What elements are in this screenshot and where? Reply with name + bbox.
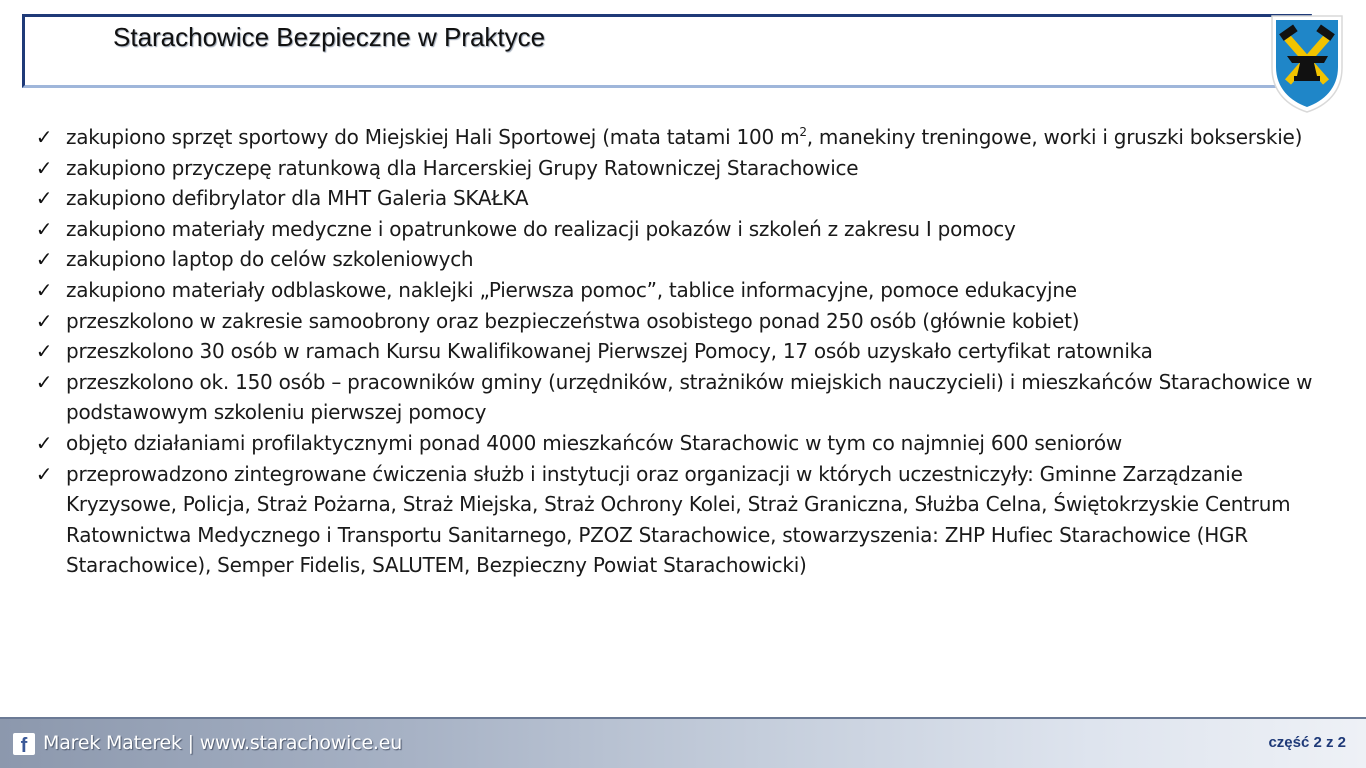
list-item	[34, 367, 1324, 428]
list-item-text: zakupiono materiały odblaskowe, naklejki „Pierwsza pomoc”, tablice informacyjne, pomoce edukacyjne	[66, 277, 1077, 302]
list-item	[34, 214, 1324, 245]
checkmark-icon: ✓	[35, 430, 53, 455]
page-title: Starachowice Bezpieczne w Praktyce	[113, 22, 546, 52]
checkmark-icon: ✓	[35, 461, 53, 486]
list-item-text: zakupiono defibrylator dla MHT Galeria SKAŁKA	[66, 186, 529, 211]
list-item	[34, 275, 1324, 306]
page-indicator: część 2 z 2	[1268, 734, 1346, 751]
achievements-list	[34, 122, 1324, 581]
list-item	[34, 244, 1324, 275]
checkmark-icon: ✓	[35, 339, 53, 364]
list-item-text: przeszkolono ok. 150 osób – pracowników gminy (urzędników, strażników miejskich nauczycieli) i mieszkańców Starachowice w podstawowym szkoleniu pierwszej pomocy	[66, 369, 1313, 425]
list-item	[34, 459, 1324, 581]
list-item-text: zakupiono laptop do celów szkoleniowych	[66, 247, 474, 272]
list-item-text-cont: , manekiny treningowe, worki i gruszki bokserskie)	[806, 125, 1303, 149]
list-item-text: przeprowadzono zintegrowane ćwiczenia służb i instytucji oraz organizacji w których uczestniczyły: Gminne Zarządzanie Kryzysowe, Policja, Straż Pożarna, Straż Miejska, Straż Ochrony Kolei, Straż Graniczna, Służba Celna, Świętokrzyskie Centrum Ratownictwa Medycznego i Transportu Sanitarnego, PZOZ Starachowice, stowarzyszenia: ZHP Hufiec Starachowice (HGR Starachowice), Semper Fidelis, SALUTEM, Bezpieczny Powiat Starachowicki)	[66, 461, 1291, 578]
checkmark-icon: ✓	[35, 277, 53, 302]
list-item-text: zakupiono materiały medyczne i opatrunkowe do realizacji pokazów i szkoleń z zakresu I pomocy	[66, 216, 1016, 241]
list-item-text: przeszkolono 30 osób w ramach Kursu Kwalifikowanej Pierwszej Pomocy, 17 osób uzyskało certyfikat ratownika	[66, 339, 1153, 364]
list-item-text: zakupiono sprzęt sportowy do Miejskiej Hali Sportowej (mata tatami 100 m	[66, 125, 800, 149]
list-item-text: przeszkolono w zakresie samoobrony oraz bezpieczeństwa osobistego ponad 250 osób (głównie kobiet)	[66, 308, 1080, 333]
list-item	[34, 306, 1324, 337]
checkmark-icon: ✓	[35, 247, 53, 272]
checkmark-icon: ✓	[35, 216, 53, 241]
list-item	[34, 428, 1324, 459]
superscript-2: 2	[799, 125, 807, 139]
list-item-text: zakupiono przyczepę ratunkową dla Harcerskiej Grupy Ratowniczej Starachowice	[66, 155, 859, 180]
footer-author-link[interactable]: Marek Materek | www.starachowice.eu	[43, 732, 403, 754]
list-item	[34, 336, 1324, 367]
starachowice-coat-of-arms-icon	[1266, 10, 1348, 114]
facebook-icon[interactable]: f	[13, 733, 35, 755]
list-item-text: objęto działaniami profilaktycznymi ponad 4000 mieszkańców Starachowic w tym co najmniej 600 seniorów	[66, 430, 1122, 455]
checkmark-icon: ✓	[35, 186, 53, 211]
checkmark-icon: ✓	[35, 369, 53, 394]
list-item	[34, 122, 1324, 153]
checkmark-icon: ✓	[35, 308, 53, 333]
checkmark-icon: ✓	[35, 155, 53, 180]
footer-bar	[0, 717, 1366, 768]
list-item	[34, 153, 1324, 184]
list-item	[34, 183, 1324, 214]
checkmark-icon: ✓	[35, 125, 53, 149]
